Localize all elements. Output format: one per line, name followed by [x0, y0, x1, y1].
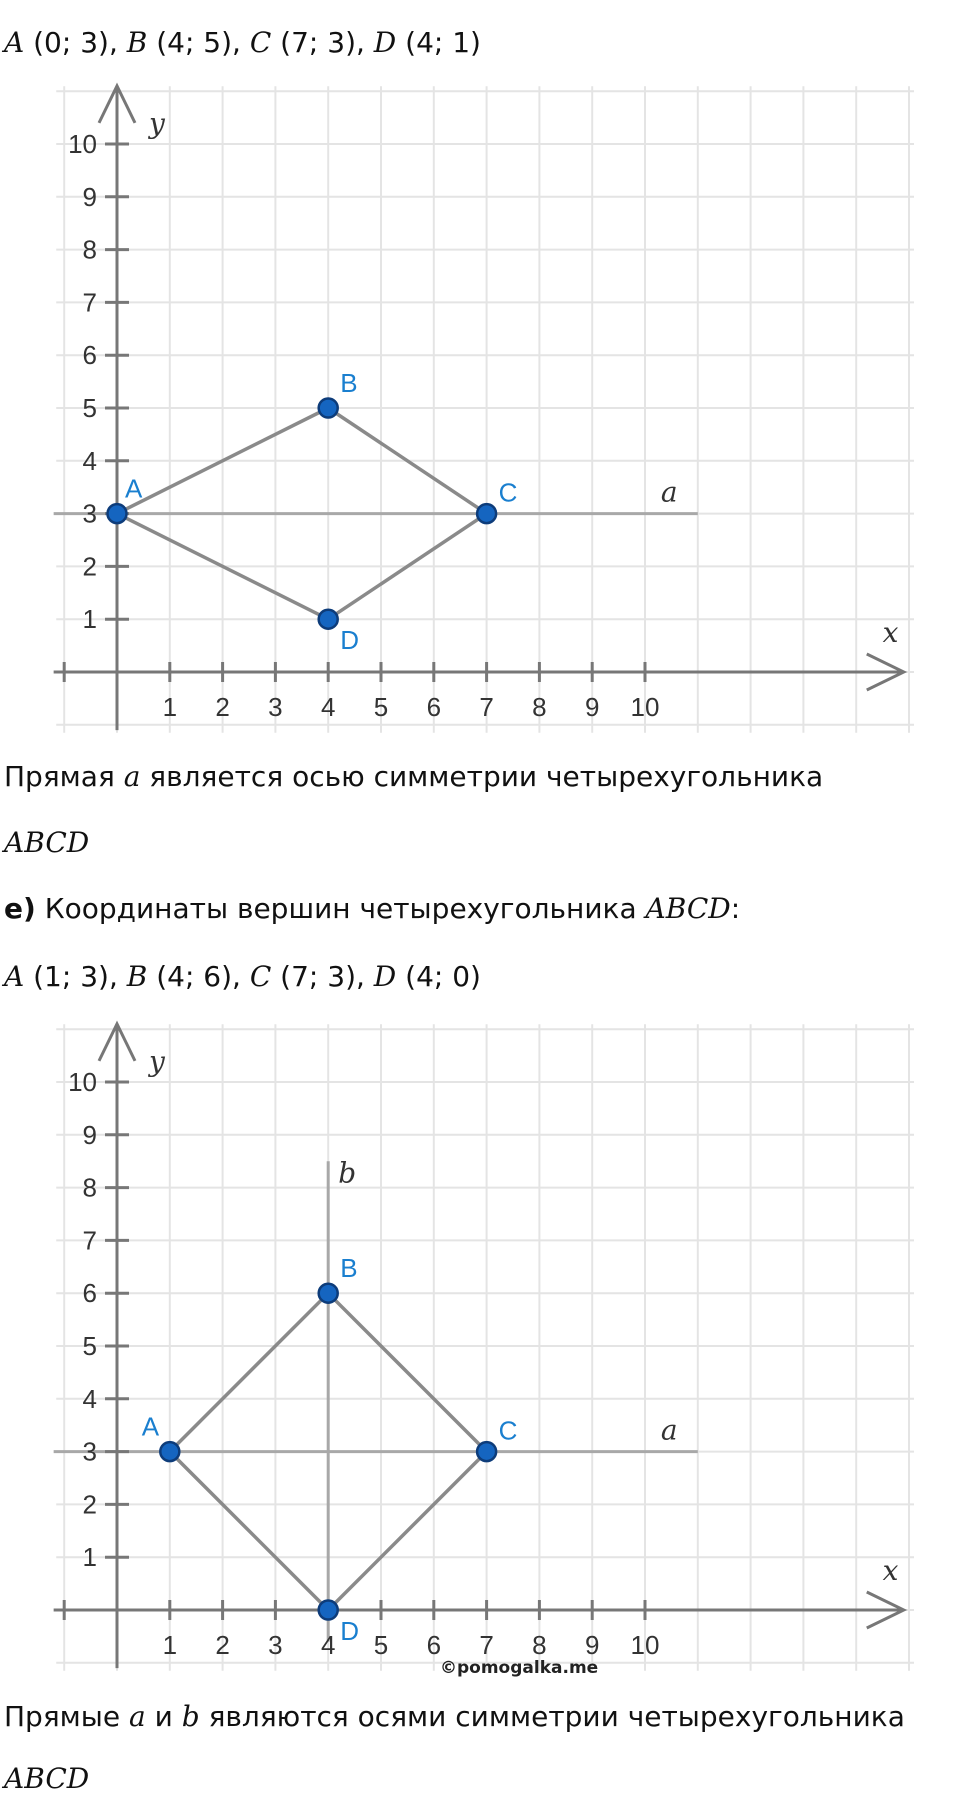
point-A — [108, 504, 127, 523]
x-tick-label: 6 — [426, 1630, 442, 1660]
coord-var: A — [4, 26, 25, 59]
y-axis-label: y — [149, 106, 165, 140]
coord-var: D — [373, 960, 397, 993]
x-tick-label: 1 — [162, 1630, 178, 1660]
quadrilateral-name-2 — [4, 1762, 89, 1795]
coord-var: C — [249, 26, 272, 59]
coord-var: D — [373, 26, 397, 59]
symmetry-line-label: a — [660, 475, 678, 509]
x-tick-label: 2 — [215, 1630, 230, 1660]
point-label-C: C — [498, 1415, 518, 1446]
x-tick-label: 1 — [162, 692, 178, 722]
x-tick-label: 8 — [532, 692, 547, 722]
y-tick-label: 1 — [82, 1542, 97, 1573]
point-B — [319, 399, 338, 418]
point-D — [319, 1601, 338, 1620]
point-A — [160, 1442, 179, 1461]
coord-value: (4; 5), — [147, 26, 250, 59]
coord-value: (4; 6), — [147, 960, 250, 993]
y-tick-label: 7 — [82, 1225, 97, 1256]
quadrilateral-var: ABCD — [4, 826, 90, 859]
point-label-B: B — [340, 368, 358, 398]
conclusion-text: Прямая — [4, 760, 124, 793]
coords-line-1 — [4, 26, 481, 59]
conclusion-text: и — [145, 1700, 182, 1733]
x-tick-label: 10 — [630, 692, 660, 722]
coord-var: C — [249, 960, 272, 993]
x-tick-label: 10 — [630, 1630, 660, 1660]
y-tick-label: 10 — [68, 129, 97, 159]
conclusion-text: являются осями симметрии четырехугольника — [199, 1700, 905, 1733]
x-tick-label: 6 — [426, 692, 442, 722]
x-tick-label: 4 — [320, 1630, 336, 1660]
conclusion-line-1 — [4, 760, 823, 793]
x-tick-label: 9 — [584, 692, 600, 722]
y-tick-label: 3 — [82, 1436, 97, 1467]
y-tick-label: 10 — [68, 1067, 97, 1097]
point-label-D: D — [340, 625, 359, 656]
grid — [56, 86, 914, 733]
y-tick-label: 8 — [82, 234, 97, 265]
point-C — [477, 504, 496, 523]
quadrilateral-var: ABCD — [4, 1762, 90, 1795]
coords-line-2 — [4, 960, 481, 993]
x-tick-label: 7 — [479, 692, 494, 722]
coord-value: (4; 0) — [396, 960, 481, 993]
y-tick-label: 5 — [82, 1331, 97, 1361]
part-colon: : — [730, 892, 741, 925]
x-tick-label: 9 — [584, 1630, 600, 1660]
conclusion-text: Прямые — [4, 1700, 130, 1733]
edge-CD — [328, 1452, 486, 1610]
y-tick-label: 6 — [82, 340, 97, 371]
coord-value: (1; 3), — [24, 960, 127, 993]
x-tick-label: 8 — [532, 1630, 547, 1660]
edge-BC — [328, 1293, 486, 1451]
quadrilateral-var: ABCD — [645, 892, 731, 925]
y-tick-label: 2 — [82, 1489, 97, 1520]
point-label-C: C — [498, 477, 518, 508]
symmetry-line-label: b — [338, 1156, 357, 1190]
coord-value: (4; 1) — [396, 26, 481, 59]
line-var: a — [129, 1700, 146, 1733]
y-tick-label: 8 — [82, 1172, 97, 1203]
conclusion-text: является осью симметрии четырехугольника — [140, 760, 824, 793]
conclusion-line-2 — [4, 1700, 905, 1733]
edge-DA — [170, 1452, 328, 1610]
y-axis-label: y — [149, 1044, 165, 1078]
x-tick-label: 2 — [215, 692, 230, 722]
grid — [56, 1024, 914, 1671]
coord-value: (7; 3), — [271, 26, 374, 59]
point-label-D: D — [340, 1616, 359, 1646]
x-axis-label: x — [882, 1554, 899, 1587]
point-C — [477, 1442, 496, 1461]
point-label-A: A — [125, 473, 143, 504]
coord-var: A — [4, 960, 25, 993]
point-D — [319, 610, 338, 629]
x-tick-label: 5 — [373, 1630, 389, 1660]
line-var: a — [123, 760, 141, 793]
x-tick-label: 3 — [268, 692, 283, 722]
x-axis-label: x — [882, 616, 899, 649]
quadrilateral-name-1 — [4, 826, 89, 859]
y-tick-label: 4 — [82, 1383, 97, 1414]
x-tick-label: 5 — [373, 692, 389, 722]
coordinate-plot-2 — [0, 1010, 960, 1680]
y-tick-label: 6 — [82, 1278, 97, 1309]
y-tick-label: 7 — [82, 287, 97, 318]
coord-value: (7; 3), — [271, 960, 374, 993]
coordinate-plot-1 — [0, 72, 960, 742]
coord-var: B — [126, 960, 148, 993]
edge-AB — [170, 1293, 328, 1451]
y-tick-label: 2 — [82, 551, 97, 582]
y-tick-label: 5 — [82, 393, 97, 423]
part-label: е) — [4, 892, 36, 925]
part-e-heading — [4, 892, 740, 925]
x-tick-label: 7 — [479, 1630, 494, 1660]
point-B — [319, 1284, 338, 1303]
coord-var: B — [126, 26, 148, 59]
watermark: ©pomogalka.me — [440, 1658, 599, 1678]
symmetry-line-label: a — [660, 1413, 678, 1447]
coord-value: (0; 3), — [24, 26, 127, 59]
y-tick-label: 1 — [82, 604, 97, 635]
point-label-B: B — [340, 1253, 358, 1284]
x-tick-label: 4 — [320, 692, 336, 722]
y-tick-label: 9 — [82, 1119, 97, 1150]
y-tick-label: 4 — [82, 445, 97, 476]
y-tick-label: 3 — [82, 498, 97, 529]
point-label-A: A — [141, 1411, 160, 1442]
y-tick-label: 9 — [82, 181, 97, 212]
x-tick-label: 3 — [268, 1630, 283, 1660]
part-text: Координаты вершин четырехугольника — [35, 892, 646, 925]
line-var: b — [181, 1700, 200, 1733]
